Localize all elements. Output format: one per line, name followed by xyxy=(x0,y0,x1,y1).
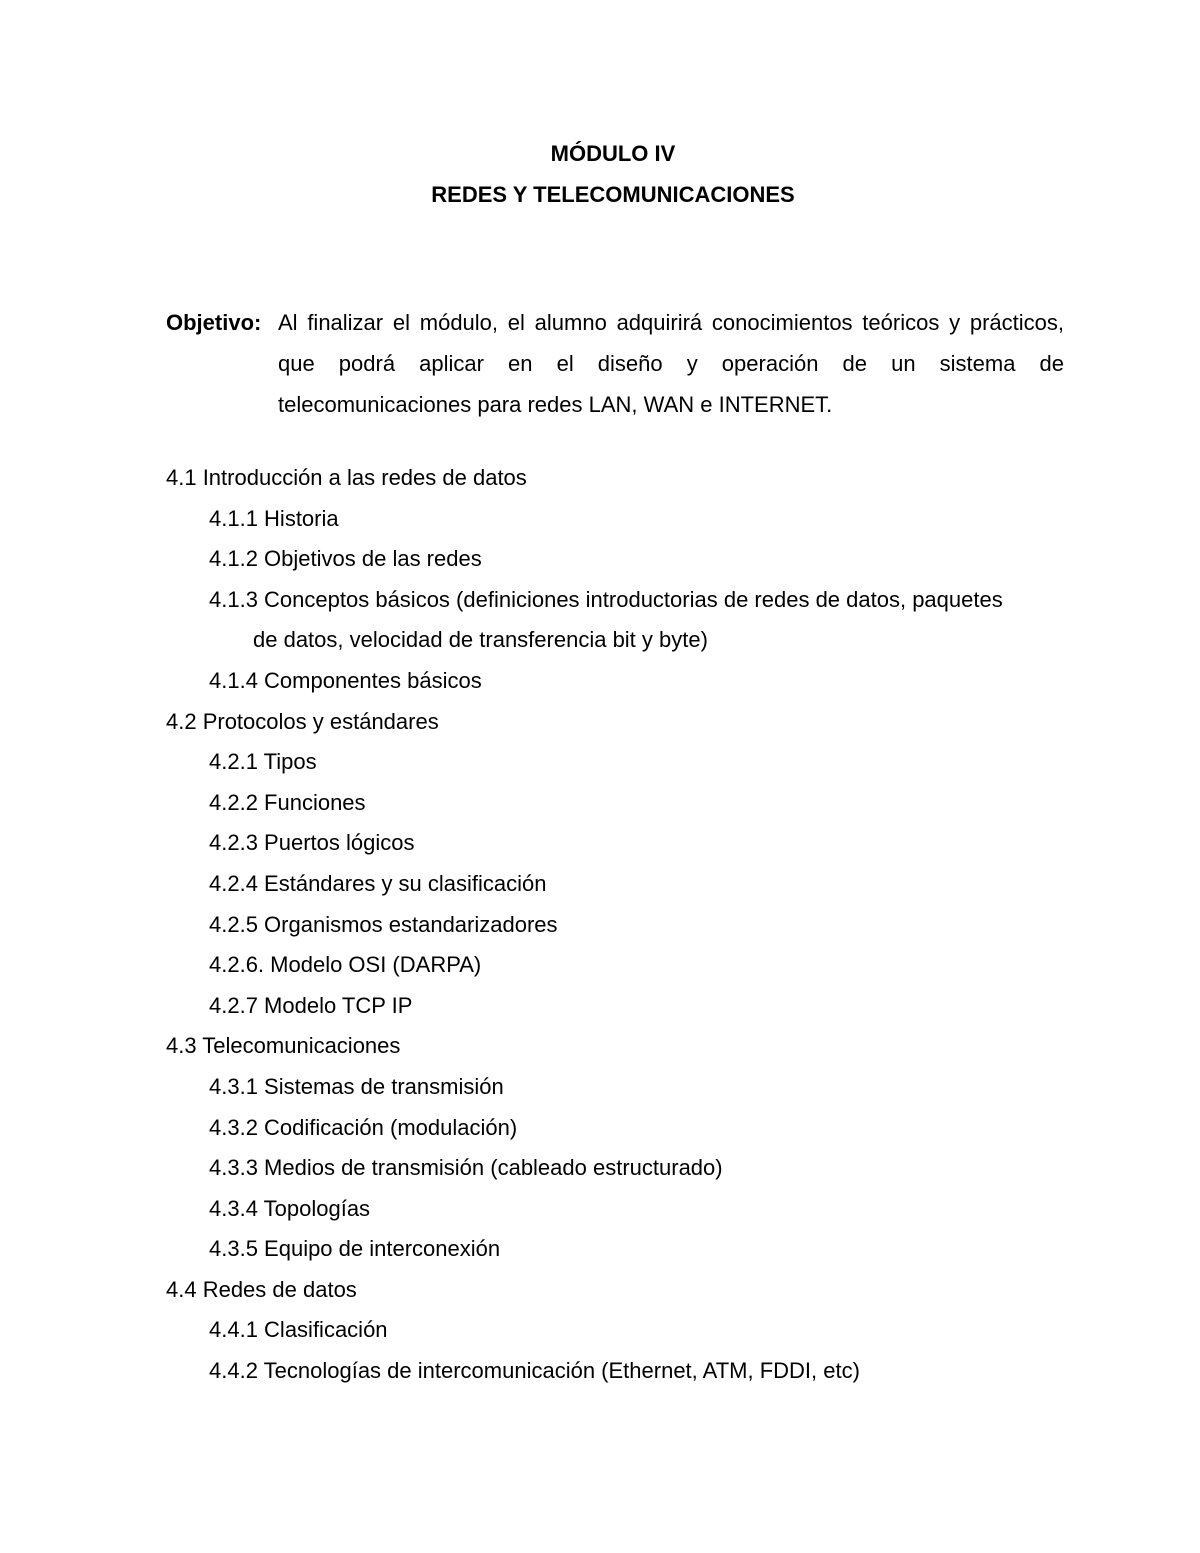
toc-item-4-2-1: 4.2.1 Tipos xyxy=(209,749,317,775)
toc-item-4-1-3-line2: de datos, velocidad de transferencia bit y byte) xyxy=(253,627,708,653)
toc-item-4-4-2: 4.4.2 Tecnologías de intercomunicación (Ethernet, ATM, FDDI, etc) xyxy=(209,1358,860,1384)
toc-section-4-4: 4.4 Redes de datos xyxy=(166,1276,357,1302)
toc-item-4-3-2: 4.3.2 Codificación (modulación) xyxy=(209,1114,518,1140)
objective-text: Al finalizar el módulo, el alumno adquirirá conocimientos teóricos y prácticos, que podrá aplicar en el diseño y operación de un sistema de telecomunicaciones para redes LAN, WAN e INTERNET. xyxy=(278,310,1064,417)
objective-paragraph xyxy=(166,302,1064,425)
toc-item-4-2-5: 4.2.5 Organismos estandarizadores xyxy=(209,911,558,937)
toc-item-4-2-3: 4.2.3 Puertos lógicos xyxy=(209,830,415,856)
toc-item-4-1-3 xyxy=(166,580,1066,661)
toc-item-4-1-4: 4.1.4 Componentes básicos xyxy=(209,667,482,693)
toc-section-4-3: 4.3 Telecomunicaciones xyxy=(166,1033,401,1059)
toc-item-4-4-1: 4.4.1 Clasificación xyxy=(209,1317,388,1343)
toc-item-4-3-3: 4.3.3 Medios de transmisión (cableado estructurado) xyxy=(209,1155,723,1181)
toc-section-4-1: 4.1 Introducción a las redes de datos xyxy=(166,465,527,490)
toc-item-4-3-4: 4.3.4 Topologías xyxy=(209,1195,371,1221)
toc-item-4-1-3-line1: 4.1.3 Conceptos básicos (definiciones introductorias de redes de datos, paquetes xyxy=(209,586,1003,612)
toc-item-4-2-4: 4.2.4 Estándares y su clasificación xyxy=(209,870,547,896)
toc-item-4-3-5: 4.3.5 Equipo de interconexión xyxy=(209,1236,501,1262)
toc-item-4-2-2: 4.2.2 Funciones xyxy=(209,789,366,815)
toc-item-4-1-2: 4.1.2 Objetivos de las redes xyxy=(209,546,482,572)
toc-item-4-3-1: 4.3.1 Sistemas de transmisión xyxy=(209,1073,504,1099)
table-of-contents xyxy=(166,458,1066,1392)
module-title: MÓDULO IV xyxy=(550,141,676,166)
toc-section-4-2: 4.2 Protocolos y estándares xyxy=(166,708,439,734)
toc-item-4-2-6: 4.2.6. Modelo OSI (DARPA) xyxy=(209,952,482,978)
objective-label: Objetivo: xyxy=(166,310,262,335)
toc-item-4-2-7: 4.2.7 Modelo TCP IP xyxy=(209,992,413,1018)
toc-item-4-1-1: 4.1.1 Historia xyxy=(209,505,339,531)
module-subtitle: REDES Y TELECOMUNICACIONES xyxy=(431,182,795,207)
